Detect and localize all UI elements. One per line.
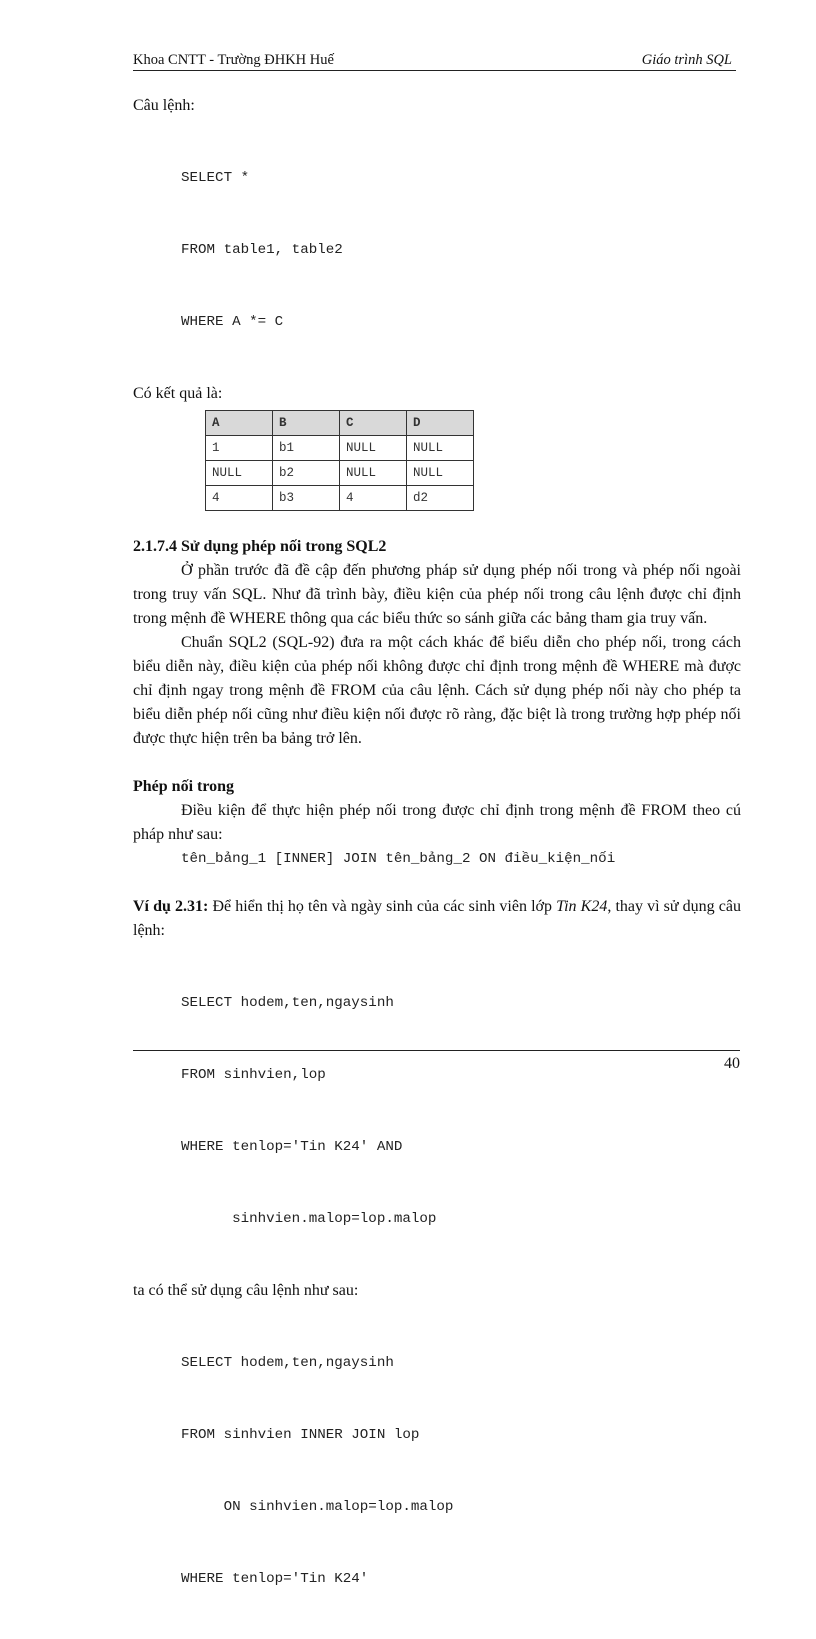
code-block-1 xyxy=(133,118,741,382)
paragraph-2: Chuẩn SQL2 (SQL-92) đưa ra một cách khác để biểu diễn cho phép nối, trong cách biểu diễn này, điều kiện của phép nối không được chỉ định trong mệnh đề WHERE mà được chỉ định ngay trong mệnh đề FROM của câu lệnh. Cách sử dụng phép nối này cho phép ta biểu diễn phép nối cũng như điều kiện nối được rõ ràng, đặc biệt là trong trường hợp phép nối được thực hiện trên ba bảng trở lên. xyxy=(133,634,741,747)
page-header xyxy=(133,50,736,71)
example-class-name: Tin K24 xyxy=(556,898,608,915)
table-row xyxy=(206,461,474,486)
code-line: WHERE A *= C xyxy=(181,314,284,330)
table-cell: d2 xyxy=(407,486,474,511)
header-left: Khoa CNTT - Trường ĐHKH Huế xyxy=(133,52,334,68)
code-line: SELECT * xyxy=(181,170,250,186)
table-cell: b2 xyxy=(273,461,340,486)
paragraph-1: Ở phần trước đã đề cập đến phương pháp sử dụng phép nối trong và phép nối ngoài trong truy vấn SQL. Như đã trình bày, điều kiện của phép nối trong câu lệnh được chỉ định trong mệnh đề WHERE thông qua các biểu thức so sánh giữa các bảng tham gia truy vấn. xyxy=(133,562,741,627)
table-header-cell: B xyxy=(273,411,340,436)
code-line: FROM sinhvien,lop xyxy=(181,1067,326,1083)
table-cell: b3 xyxy=(273,486,340,511)
code-line: sinhvien.malop=lop.malop xyxy=(181,1211,437,1227)
page-footer xyxy=(133,1050,740,1072)
example-label: Ví dụ 2.31: xyxy=(133,898,209,915)
table-header-cell: C xyxy=(340,411,407,436)
table-cell: b1 xyxy=(273,436,340,461)
table-row xyxy=(206,436,474,461)
syntax-line xyxy=(133,847,741,871)
code-line: tên_bảng_1 [INNER] JOIN tên_bảng_2 ON điều_kiện_nối xyxy=(181,851,616,867)
table-cell: NULL xyxy=(407,436,474,461)
table-header-cell: A xyxy=(206,411,273,436)
table-row xyxy=(206,486,474,511)
page-content xyxy=(133,94,741,1639)
example-text-after: , thay vì sử dụng câu lệnh: xyxy=(133,898,742,939)
code-line: FROM sinhvien INNER JOIN lop xyxy=(181,1427,420,1443)
paragraph-3: Điều kiện để thực hiện phép nối trong được chỉ định trong mệnh đề FROM theo cú pháp như sau: xyxy=(133,802,741,843)
code-line: WHERE tenlop='Tin K24' AND xyxy=(181,1139,403,1155)
table-header-cell: D xyxy=(407,411,474,436)
table-cell: 1 xyxy=(206,436,273,461)
table-cell: 4 xyxy=(340,486,407,511)
header-right: Giáo trình SQL xyxy=(641,52,732,68)
table-cell: NULL xyxy=(340,461,407,486)
table-cell: NULL xyxy=(340,436,407,461)
code-line: FROM table1, table2 xyxy=(181,242,343,258)
code-block-2 xyxy=(133,943,741,1279)
subheading-inner-join: Phép nối trong xyxy=(133,778,235,795)
code-line: SELECT hodem,ten,ngaysinh xyxy=(181,1355,394,1371)
code-line: SELECT hodem,ten,ngaysinh xyxy=(181,995,394,1011)
code-line: ON sinhvien.malop=lop.malop xyxy=(181,1499,454,1515)
result-table xyxy=(205,410,474,511)
result-label: Có kết quả là: xyxy=(133,385,223,402)
table-cell: 4 xyxy=(206,486,273,511)
example-text-before: Để hiển thị họ tên và ngày sinh của các sinh viên lớp xyxy=(208,898,557,915)
table-cell: NULL xyxy=(407,461,474,486)
table-cell: NULL xyxy=(206,461,273,486)
section-heading: 2.1.7.4 Sử dụng phép nối trong SQL2 xyxy=(133,538,387,555)
alternative-label: ta có thể sử dụng câu lệnh như sau: xyxy=(133,1282,359,1299)
example-paragraph xyxy=(133,895,741,943)
code-line: WHERE tenlop='Tin K24' xyxy=(181,1571,369,1587)
table-header-row xyxy=(206,411,474,436)
code-block-3 xyxy=(133,1303,741,1639)
statement-label: Câu lệnh: xyxy=(133,97,195,114)
page-number: 40 xyxy=(724,1055,740,1072)
